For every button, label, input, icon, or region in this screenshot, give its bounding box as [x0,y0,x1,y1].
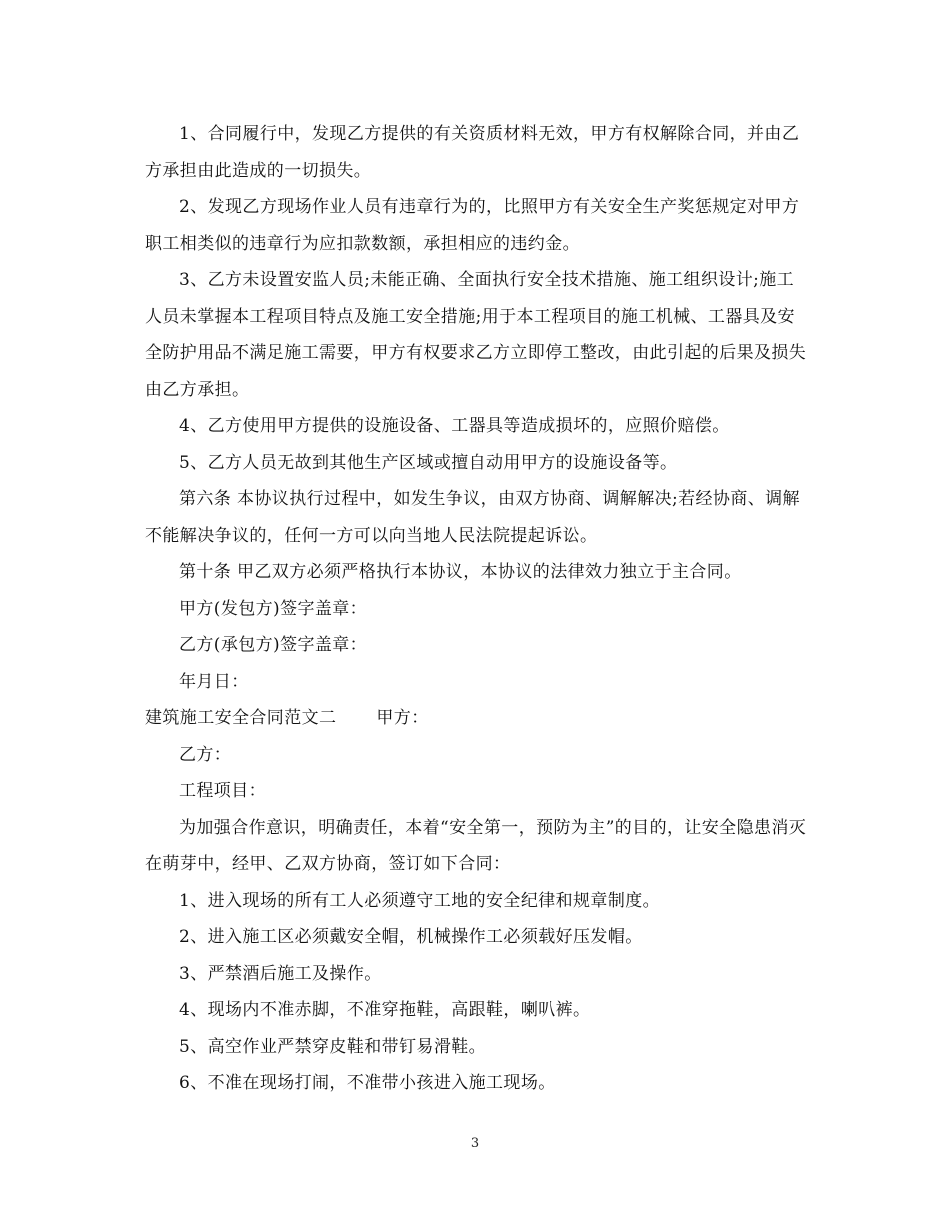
paragraph-clause-5: 5、乙方人员无故到其他生产区域或擅自动用甲方的设施设备等。 [179,452,678,473]
paragraph-clause-3: 3、乙方未设置安监人员;未能正确、全面执行安全技术措施、施工组织设计;施工人员未掌握本工程项目特点及施工安全措施;用于本工程项目的施工机械、工器具及安全防护用品不满足施工需要，甲方有权要求乙方立即停工整改，由此引起的后果及损失由乙方承担。 [145,270,807,400]
project-line: 工程项目： [179,781,266,801]
signature-party-a: 甲方(发包方)签字盖章： [179,598,368,619]
section-party-a: 甲方： [376,708,429,728]
paragraph-article-10: 第十条 甲乙双方必须严格执行本协议，本协议的法律效力独立于主合同。 [179,562,742,582]
paragraph-clause-1: 1、合同履行中，发现乙方提供的有关资质材料无效，甲方有权解除合同，并由乙方承担由此造成的一切损失。 [145,124,800,181]
section-heading-line [145,700,810,737]
rule-item-2: 2、进入施工区必须戴安全帽，机械操作工必须载好压发帽。 [179,927,643,947]
party-b-line: 乙方： [179,744,232,765]
signature-date: 年月日： [179,671,249,692]
page-number: 3 [470,1136,480,1151]
rule-item-1: 1、进入现场的所有工人必须遵守工地的安全纪律和规章制度。 [179,890,661,911]
section-title: 建筑施工安全合同范文二 [145,708,337,728]
paragraph-preamble: 为加强合作意识，明确责任，本着“安全第一，预防为主”的目的，让安全隐患消灭在萌芽中，经甲、乙双方协商，签订如下合同： [145,817,807,874]
paragraph-clause-4: 4、乙方使用甲方提供的设施设备、工器具等造成损坏的，应照价赔偿。 [179,416,730,436]
rule-item-5: 5、高空作业严禁穿皮鞋和带钉易滑鞋。 [179,1036,487,1057]
rule-item-3: 3、严禁酒后施工及操作。 [179,963,382,984]
paragraph-article-6: 第六条 本协议执行过程中，如发生争议，由双方协商、调解解决;若经协商、调解不能解决争议的，任何一方可以向当地人民法院提起诉讼。 [145,489,800,546]
signature-party-b: 乙方(承包方)签字盖章： [179,635,368,655]
paragraph-clause-2: 2、发现乙方现场作业人员有违章行为的，比照甲方有关安全生产奖惩规定对甲方职工相类似的违章行为应扣款数额，承担相应的违约金。 [145,197,800,254]
rule-item-4: 4、现场内不准赤脚，不准穿拖鞋，高跟鞋，喇叭裤。 [179,1000,591,1020]
rule-item-6: 6、不准在现场打闹，不准带小孩进入施工现场。 [179,1073,556,1093]
document-body [145,116,810,1102]
